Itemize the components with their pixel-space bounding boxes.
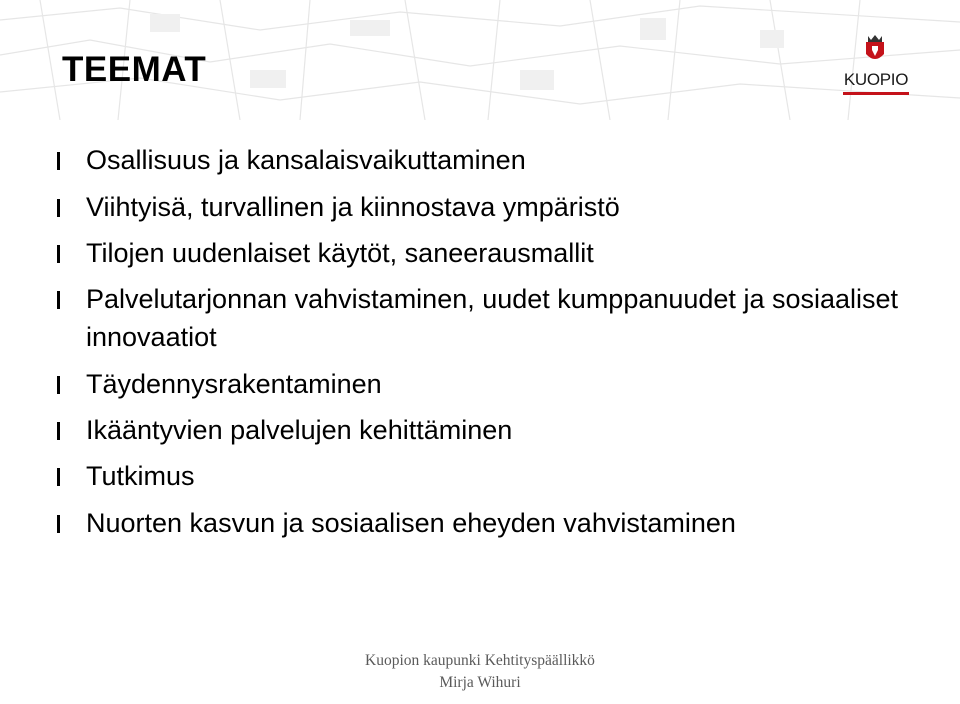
logo-underline	[843, 92, 909, 95]
bullet-marker	[57, 245, 60, 263]
bullet-marker	[57, 199, 60, 217]
bullet-marker	[57, 376, 60, 394]
list-item-text: Täydennysrakentaminen	[86, 369, 382, 399]
bullet-marker	[57, 422, 60, 440]
list-item-text: Osallisuus ja kansalaisvaikuttaminen	[86, 145, 526, 175]
kuopio-logo	[840, 32, 912, 102]
footer-line-author: Mirja Wihuri	[439, 674, 521, 691]
list-item-text: Ikääntyvien palvelujen kehittäminen	[86, 415, 513, 445]
list-item-text: Nuorten kasvun ja sosiaalisen eheyden vahvistaminen	[86, 508, 736, 538]
bullet-marker	[57, 291, 60, 309]
coat-of-arms-icon	[864, 34, 886, 64]
slide-title: TEEMAT	[62, 50, 207, 89]
logo-text: KUOPIO	[843, 70, 909, 89]
list-item-text: Palvelutarjonnan vahvistaminen, uudet kumppanuudet ja sosiaaliset innovaatiot	[86, 284, 899, 352]
bullet-marker	[57, 515, 60, 533]
list-item-text: Tutkimus	[86, 461, 195, 491]
footer-line-organization: Kuopion kaupunki Kehtityspäällikkö	[365, 652, 595, 669]
bullet-marker	[57, 152, 60, 170]
list-item-text: Viihtyisä, turvallinen ja kiinnostava ympäristö	[86, 192, 620, 222]
list-item-text: Tilojen uudenlaiset käytöt, saneerausmallit	[86, 238, 594, 268]
bullet-marker	[57, 468, 60, 486]
